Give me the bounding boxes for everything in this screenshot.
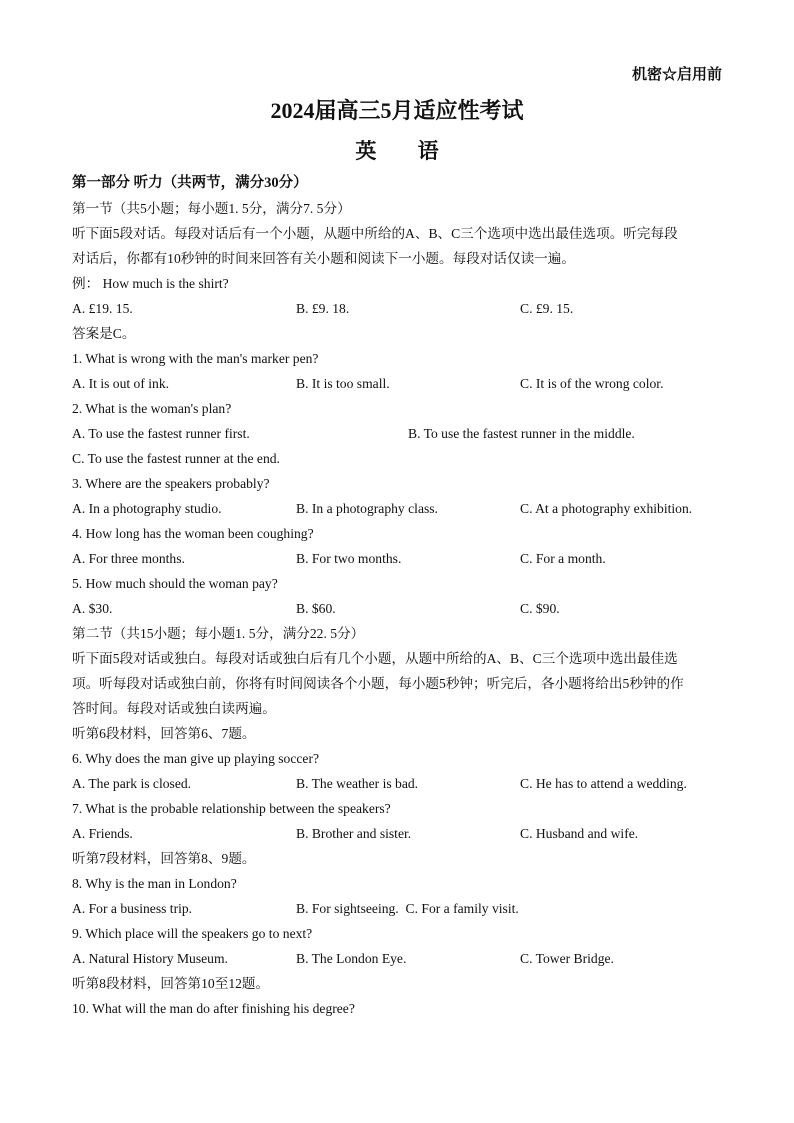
q6-option-b: B. The weather is bad. [296, 776, 419, 791]
q7-option-c: C. Husband and wife. [520, 826, 639, 841]
q6-option-c: C. He has to attend a wedding. [520, 776, 687, 791]
q8-option-b-and-c [296, 896, 519, 921]
q2-option-a: A. To use the fastest runner first. [72, 426, 250, 441]
example-option-a: A. £19. 15. [72, 301, 133, 316]
q2-option-b: B. To use the fastest runner in the middle. [408, 426, 635, 441]
question-1: 1. What is wrong with the man's marker pen? [72, 351, 319, 366]
q1-option-a: A. It is out of ink. [72, 376, 170, 391]
question-9-options [72, 946, 722, 971]
q2-option-c: C. To use the fastest runner at the end. [72, 451, 280, 466]
question-3: 3. Where are the speakers probably? [72, 476, 270, 491]
question-4: 4. How long has the woman been coughing? [72, 526, 314, 541]
material-8-label: 听第8段材料，回答第10至12题。 [72, 976, 270, 991]
q9-option-b: B. The London Eye. [296, 951, 407, 966]
q8-option-a: A. For a business trip. [72, 901, 193, 916]
section2-instructions-line2: 项。听每段对话或独白前，你将有时间阅读各个小题，每小题5秒钟；听完后，各小题将给出5秒钟的作 [72, 676, 684, 691]
q7-option-b: B. Brother and sister. [296, 826, 412, 841]
q7-option-a: A. Friends. [72, 826, 133, 841]
q1-option-c: C. It is of the wrong color. [520, 376, 664, 391]
example-option-b: B. £9. 18. [296, 301, 350, 316]
question-5: 5. How much should the woman pay? [72, 576, 278, 591]
section2-heading: 第二节（共15小题；每小题1. 5分，满分22. 5分） [72, 626, 365, 641]
question-8-options [72, 896, 722, 921]
section2-instructions-line3: 答时间。每段对话或独白读两遍。 [72, 701, 276, 716]
question-7-options [72, 821, 722, 846]
q6-option-a: A. The park is closed. [72, 776, 192, 791]
q8-option-c: C. For a family visit. [405, 901, 519, 916]
question-6-options [72, 771, 722, 796]
example-answer: 答案是C。 [72, 326, 136, 341]
confidential-mark: 机密☆启用前 [631, 67, 722, 83]
q9-option-c: C. Tower Bridge. [520, 951, 614, 966]
q1-option-b: B. It is too small. [296, 376, 390, 391]
part1-heading: 第一部分 听力（共两节，满分30分） [72, 175, 308, 191]
question-2-options-row2 [72, 446, 722, 471]
exam-body [72, 171, 722, 1021]
q4-option-b: B. For two months. [296, 551, 402, 566]
q5-option-b: B. $60. [296, 601, 336, 616]
question-5-options [72, 596, 722, 621]
question-1-options [72, 371, 722, 396]
example-options [72, 296, 722, 321]
section2-instructions-line1: 听下面5段对话或独白。每段对话或独白后有几个小题，从题中所给的A、B、C三个选项中选出最佳选 [72, 651, 678, 666]
question-4-options [72, 546, 722, 571]
question-2-options-row1 [72, 421, 722, 446]
question-8: 8. Why is the man in London? [72, 876, 237, 891]
q4-option-a: A. For three months. [72, 551, 185, 566]
q5-option-a: A. $30. [72, 601, 113, 616]
subject-title: 英 语 [355, 139, 457, 163]
q3-option-a: A. In a photography studio. [72, 501, 222, 516]
question-10: 10. What will the man do after finishing his degree? [72, 1001, 355, 1016]
material-7-label: 听第7段材料，回答第8、9题。 [72, 851, 256, 866]
q3-option-c: C. At a photography exhibition. [520, 501, 693, 516]
question-9: 9. Which place will the speakers go to next? [72, 926, 313, 941]
q3-option-b: B. In a photography class. [296, 501, 438, 516]
q5-option-c: C. $90. [520, 601, 560, 616]
section1-instructions-line2: 对话后，你都有10秒钟的时间来回答有关小题和阅读下一小题。每段对话仅读一遍。 [72, 251, 575, 266]
example-question: 例： How much is the shirt? [72, 276, 229, 291]
q9-option-a: A. Natural History Museum. [72, 951, 228, 966]
material-6-label: 听第6段材料，回答第6、7题。 [72, 726, 256, 741]
q4-option-c: C. For a month. [520, 551, 606, 566]
section1-heading: 第一节（共5小题；每小题1. 5分，满分7. 5分） [72, 201, 351, 216]
q8-option-b: B. For sightseeing. [296, 901, 399, 916]
question-2: 2. What is the woman's plan? [72, 401, 232, 416]
exam-title: 2024届高三5月适应性考试 [270, 98, 524, 123]
section1-instructions-line1: 听下面5段对话。每段对话后有一个小题，从题中所给的A、B、C三个选项中选出最佳选项。听完每段 [72, 226, 678, 241]
question-3-options [72, 496, 722, 521]
question-7: 7. What is the probable relationship between the speakers? [72, 801, 391, 816]
example-option-c: C. £9. 15. [520, 301, 574, 316]
question-6: 6. Why does the man give up playing soccer? [72, 751, 320, 766]
